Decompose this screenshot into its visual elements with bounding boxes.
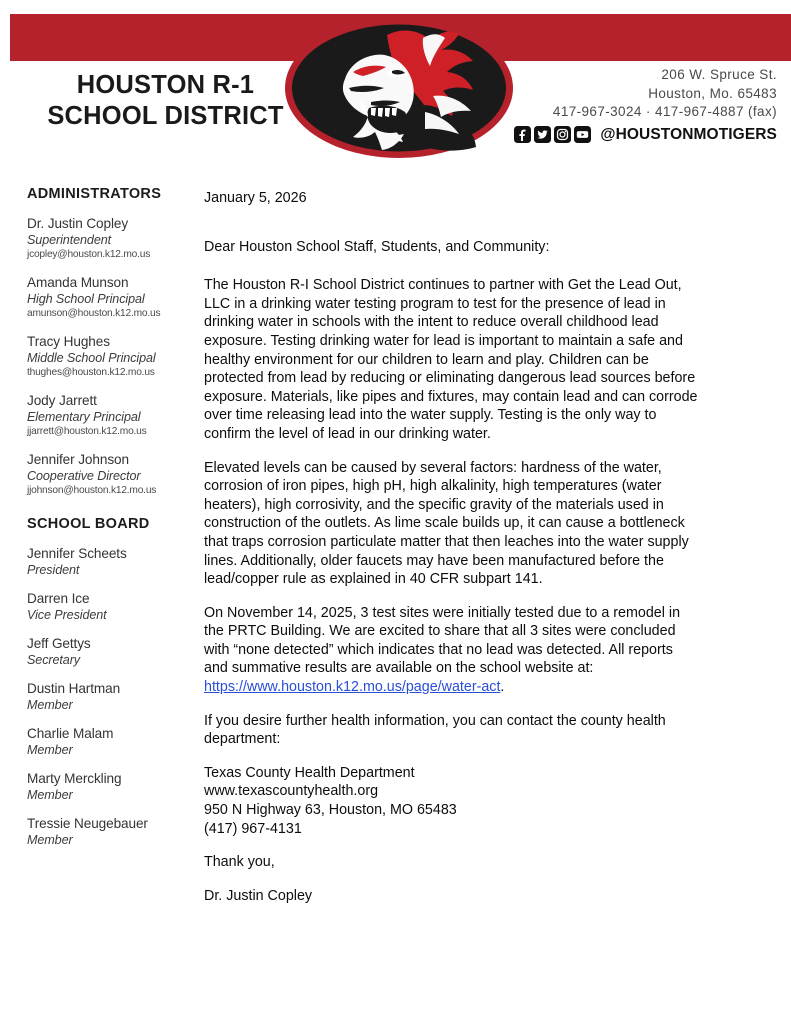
- board-member-entry: [27, 816, 192, 848]
- person-name: Jeff Gettys: [27, 636, 91, 651]
- person-email[interactable]: jjohnson@houston.k12.mo.us: [27, 485, 157, 496]
- board-member-entry: [27, 771, 192, 803]
- social-media-row: [514, 126, 777, 144]
- paragraph-3-text: On November 14, 2025, 3 test sites were initially tested due to a remodel in the PRTC Building. We are excited to share that all 3 sites were concluded with “none detected” which indicates that no lead was detected. All reports and summative results are available on the school website at:: [204, 604, 681, 677]
- person-role: Cooperative Director: [27, 469, 141, 483]
- person-name: Tressie Neugebauer: [27, 816, 148, 831]
- board-member-entry: [27, 546, 192, 578]
- person-email[interactable]: amunson@houston.k12.mo.us: [27, 308, 161, 319]
- person-role: Middle School Principal: [27, 351, 156, 365]
- administrator-entry: [27, 216, 192, 262]
- person-role: President: [27, 563, 80, 577]
- health-department-phone: (417) 967-4131: [204, 820, 302, 837]
- letter-paragraph-2: Elevated levels can be caused by several factors: hardness of the water, corrosion of iron pipes, high pH, high alkalinity, high temperatures (water heaters), high corrosivity, and the specific gravity of the materials used in construction of the outlets. As lime scale builds up, it can cause a bottleneck that traps corrosion particulate matter that then leaches into the water supply lines. Additionally, older faucets may have been manufactured before the lead/copper rule as explained in 40 CFR subpart 141.: [204, 459, 689, 588]
- phone-fax-line: 417-967-3024 · 417-967-4887 (fax): [552, 104, 777, 119]
- letter-closing: Thank you,: [204, 854, 275, 871]
- youtube-icon[interactable]: [574, 126, 591, 143]
- administrator-entry: [27, 393, 192, 439]
- person-email[interactable]: jjarrett@houston.k12.mo.us: [27, 426, 147, 437]
- board-member-entry: [27, 681, 192, 713]
- district-name-line2: SCHOOL DISTRICT: [47, 102, 284, 130]
- person-name: Darren Ice: [27, 591, 90, 606]
- person-name: Jennifer Johnson: [27, 452, 129, 467]
- board-member-entry: [27, 636, 192, 668]
- district-name-line1: HOUSTON R-1: [76, 71, 255, 99]
- administrator-entry: [27, 452, 192, 498]
- person-name: Marty Merckling: [27, 771, 122, 786]
- person-name: Amanda Munson: [27, 275, 129, 290]
- address-line-2: Houston, Mo. 65483: [648, 85, 777, 101]
- twitter-icon[interactable]: [534, 126, 551, 143]
- person-name: Jody Jarrett: [27, 393, 97, 408]
- person-role: Elementary Principal: [27, 410, 141, 424]
- tiger-mascot-logo: [283, 16, 515, 160]
- letter-paragraph-1: The Houston R-I School District continues to partner with Get the Lead Out, LLC in a drinking water testing program to test for the presence of lead in drinking water in schools with the intent to reduce overall childhood lead exposure. Testing drinking water for lead is important to maintain a safe and healthy environment for our children to learn and play. Children can be protected from lead by reducing or eliminating dangerous lead sources before exposure. Materials, like pipes and fixtures, may contain lead and can corrode over time releasing lead into the water supply. Testing is the only way to confirm the level of lead in our drinking water.: [204, 277, 698, 442]
- health-department-name: Texas County Health Department: [204, 764, 415, 781]
- contact-block: [514, 66, 777, 144]
- administrator-entry: [27, 334, 192, 380]
- sidebar: [27, 186, 192, 861]
- health-department-block: [204, 764, 698, 838]
- letter-paragraph-4: If you desire further health information, you can contact the county health department:: [204, 712, 666, 748]
- person-role: Vice President: [27, 608, 107, 622]
- water-act-link[interactable]: https://www.houston.k12.mo.us/page/water-act: [204, 679, 501, 696]
- person-role: High School Principal: [27, 292, 145, 306]
- person-role: Secretary: [27, 653, 80, 667]
- letter-date: January 5, 2026: [204, 190, 307, 206]
- letter-signature: Dr. Justin Copley: [204, 887, 313, 904]
- person-email[interactable]: jcopley@houston.k12.mo.us: [27, 249, 151, 260]
- address-line-1: 206 W. Spruce St.: [661, 67, 777, 82]
- person-role: Superintendent: [27, 233, 112, 247]
- district-name: [28, 70, 303, 132]
- person-name: Tracy Hughes: [27, 334, 110, 349]
- facebook-icon[interactable]: [514, 126, 531, 143]
- board-member-entry: [27, 591, 192, 623]
- person-email[interactable]: thughes@houston.k12.mo.us: [27, 367, 155, 378]
- letterhead: [0, 0, 791, 160]
- letter-body: [204, 189, 698, 920]
- board-member-entry: [27, 726, 192, 758]
- letter-salutation: Dear Houston School Staff, Students, and Community:: [204, 238, 550, 255]
- instagram-icon[interactable]: [554, 126, 571, 143]
- paragraph-3-period: .: [500, 679, 505, 696]
- person-role: Member: [27, 788, 73, 802]
- person-role: Member: [27, 833, 73, 847]
- person-name: Dustin Hartman: [27, 681, 121, 696]
- person-name: Dr. Justin Copley: [27, 216, 129, 231]
- health-department-address: 950 N Highway 63, Houston, MO 65483: [204, 802, 457, 819]
- social-handle: @HOUSTONMOTIGERS: [600, 125, 777, 143]
- health-department-website[interactable]: www.texascountyhealth.org: [204, 783, 379, 800]
- person-role: Member: [27, 698, 73, 712]
- school-board-heading: SCHOOL BOARD: [27, 516, 150, 532]
- letter-paragraph-3: [204, 604, 698, 697]
- administrators-heading: ADMINISTRATORS: [27, 186, 162, 202]
- administrator-entry: [27, 275, 192, 321]
- person-name: Jennifer Scheets: [27, 546, 127, 561]
- person-role: Member: [27, 743, 73, 757]
- person-name: Charlie Malam: [27, 726, 114, 741]
